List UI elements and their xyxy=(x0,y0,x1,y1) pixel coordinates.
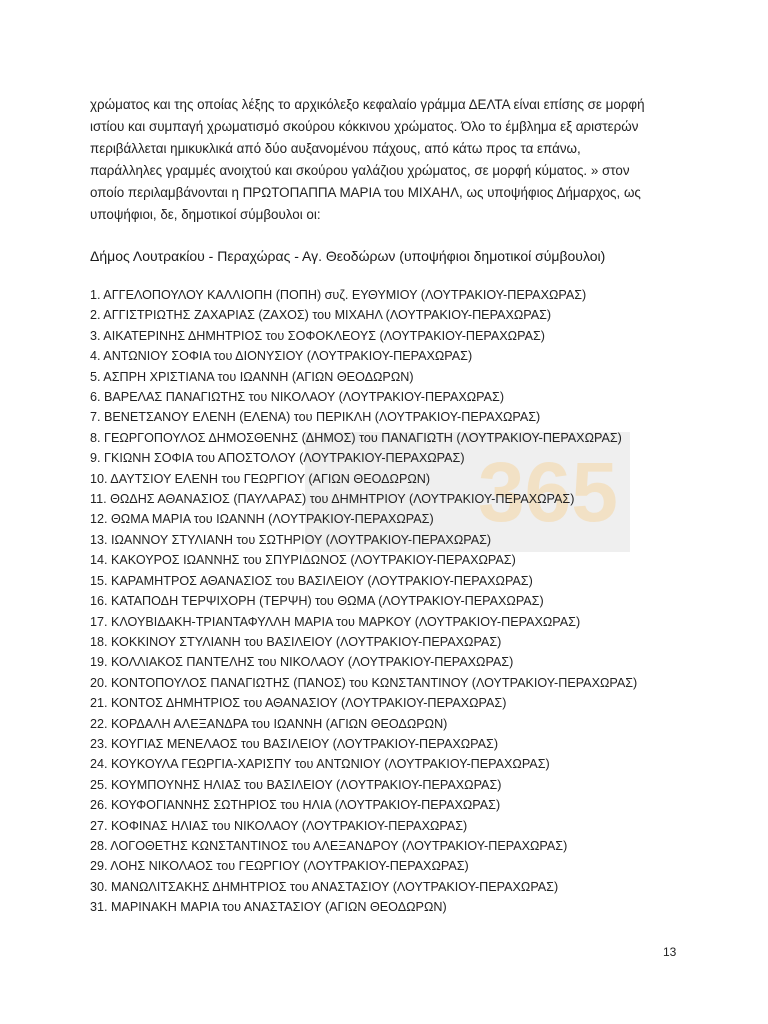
page-number: 13 xyxy=(663,945,677,959)
list-item: 24. ΚΟΥΚΟΥΛΑ ΓΕΩΡΓΙΑ-ΧΑΡΙΣΠΥ του ΑΝΤΩΝΙΟΥ (ΛΟΥΤΡΑΚΙΟΥ-ΠΕΡΑΧΩΡΑΣ) xyxy=(90,757,550,772)
list-item: 29. ΛΟΗΣ ΝΙΚΟΛΑΟΣ του ΓΕΩΡΓΙΟΥ (ΛΟΥΤΡΑΚΙΟΥ-ΠΕΡΑΧΩΡΑΣ) xyxy=(90,859,469,874)
list-item: 19. ΚΟΛΛΙΑΚΟΣ ΠΑΝΤΕΛΗΣ του ΝΙΚΟΛΑΟΥ (ΛΟΥΤΡΑΚΙΟΥ-ΠΕΡΑΧΩΡΑΣ) xyxy=(90,655,514,670)
list-item: 25. ΚΟΥΜΠΟΥΝΗΣ ΗΛΙΑΣ του ΒΑΣΙΛΕΙΟΥ (ΛΟΥΤΡΑΚΙΟΥ-ΠΕΡΑΧΩΡΑΣ) xyxy=(90,777,502,792)
section-heading: Δήμος Λουτρακίου - Περαχώρας - Αγ. Θεοδώρων (υποψήφιοι δημοτικοί σύμβουλοι) xyxy=(90,248,606,264)
intro-line: παράλληλες γραμμές ανοιχτού και σκούρου γαλάζιου χρώματος, σε μορφή κύματος. » στον xyxy=(90,163,630,178)
list-item: 10. ΔΑΥΤΣΙΟΥ ΕΛΕΝΗ του ΓΕΩΡΓΙΟΥ (ΑΓΙΩΝ ΘΕΟΔΩΡΩΝ) xyxy=(90,471,431,486)
list-item: 17. ΚΛΟΥΒΙΔΑΚΗ-ΤΡΙΑΝΤΑΦΥΛΛΗ ΜΑΡΙΑ του ΜΑΡΚΟΥ (ΛΟΥΤΡΑΚΙΟΥ-ΠΕΡΑΧΩΡΑΣ) xyxy=(90,614,581,629)
list-item: 6. ΒΑΡΕΛΑΣ ΠΑΝΑΓΙΩΤΗΣ του ΝΙΚΟΛΑΟΥ (ΛΟΥΤΡΑΚΙΟΥ-ΠΕΡΑΧΩΡΑΣ) xyxy=(90,390,505,405)
list-item: 12. ΘΩΜΑ ΜΑΡΙΑ του ΙΩΑΝΝΗ (ΛΟΥΤΡΑΚΙΟΥ-ΠΕΡΑΧΩΡΑΣ) xyxy=(90,512,434,527)
list-item: 9. ΓΚΙΩΝΗ ΣΟΦΙΑ του ΑΠΟΣΤΟΛΟΥ (ΛΟΥΤΡΑΚΙΟΥ-ΠΕΡΑΧΩΡΑΣ) xyxy=(90,451,465,466)
list-item: 4. ΑΝΤΩΝΙΟΥ ΣΟΦΙΑ του ΔΙΟΝΥΣΙΟΥ (ΛΟΥΤΡΑΚΙΟΥ-ΠΕΡΑΧΩΡΑΣ) xyxy=(90,349,473,364)
list-item: 26. ΚΟΥΦΟΓΙΑΝΝΗΣ ΣΩΤΗΡΙΟΣ του ΗΛΙΑ (ΛΟΥΤΡΑΚΙΟΥ-ΠΕΡΑΧΩΡΑΣ) xyxy=(90,798,501,813)
watermark-text: 365 xyxy=(477,445,618,539)
list-item: 15. ΚΑΡΑΜΗΤΡΟΣ ΑΘΑΝΑΣΙΟΣ του ΒΑΣΙΛΕΙΟΥ (ΛΟΥΤΡΑΚΙΟΥ-ΠΕΡΑΧΩΡΑΣ) xyxy=(90,573,533,588)
list-item: 21. ΚΟΝΤΟΣ ΔΗΜΗΤΡΙΟΣ του ΑΘΑΝΑΣΙΟΥ (ΛΟΥΤΡΑΚΙΟΥ-ΠΕΡΑΧΩΡΑΣ) xyxy=(90,696,507,711)
list-item: 8. ΓΕΩΡΓΟΠΟΥΛΟΣ ΔΗΜΟΣΘΕΝΗΣ (ΔΗΜΟΣ) του ΠΑΝΑΓΙΩΤΗ (ΛΟΥΤΡΑΚΙΟΥ-ΠΕΡΑΧΩΡΑΣ) xyxy=(90,430,622,445)
list-item: 31. ΜΑΡΙΝΑΚΗ ΜΑΡΙΑ του ΑΝΑΣΤΑΣΙΟΥ (ΑΓΙΩΝ ΘΕΟΔΩΡΩΝ) xyxy=(90,900,447,915)
list-item: 16. ΚΑΤΑΠΟΔΗ ΤΕΡΨΙΧΟΡΗ (ΤΕΡΨΗ) του ΘΩΜΑ (ΛΟΥΤΡΑΚΙΟΥ-ΠΕΡΑΧΩΡΑΣ) xyxy=(90,594,544,609)
candidate-list xyxy=(90,285,637,918)
intro-line: οποίο περιλαμβάνονται η ΠΡΩΤΟΠΑΠΠΑ ΜΑΡΙΑ του ΜΙΧΑΗΛ, ως υποψήφιος Δήμαρχος, ως xyxy=(90,185,641,200)
list-item: 5. ΑΣΠΡΗ ΧΡΙΣΤΙΑΝΑ του ΙΩΑΝΝΗ (ΑΓΙΩΝ ΘΕΟΔΩΡΩΝ) xyxy=(90,369,414,384)
intro-paragraph xyxy=(90,94,690,226)
list-item: 7. ΒΕΝΕΤΣΑΝΟΥ ΕΛΕΝΗ (ΕΛΕΝΑ) του ΠΕΡΙΚΛΗ (ΛΟΥΤΡΑΚΙΟΥ-ΠΕΡΑΧΩΡΑΣ) xyxy=(90,410,541,425)
intro-line: χρώματος και της οποίας λέξης το αρχικόλεξο κεφαλαίο γράμμα ΔΕΛΤΑ είναι επίσης σε μορφή xyxy=(90,97,645,112)
list-item: 30. ΜΑΝΩΛΙΤΣΑΚΗΣ ΔΗΜΗΤΡΙΟΣ του ΑΝΑΣΤΑΣΙΟΥ (ΛΟΥΤΡΑΚΙΟΥ-ΠΕΡΑΧΩΡΑΣ) xyxy=(90,879,559,894)
list-item: 11. ΘΩΔΗΣ ΑΘΑΝΑΣΙΟΣ (ΠΑΥΛΑΡΑΣ) του ΔΗΜΗΤΡΙΟΥ (ΛΟΥΤΡΑΚΙΟΥ-ΠΕΡΑΧΩΡΑΣ) xyxy=(90,492,575,507)
intro-line: περιβάλλεται ημικυκλικά από δύο αυξανομένου πάχους, από κάτω προς τα επάνω, xyxy=(90,141,581,156)
list-item: 18. ΚΟΚΚΙΝΟΥ ΣΤΥΛΙΑΝΗ του ΒΑΣΙΛΕΙΟΥ (ΛΟΥΤΡΑΚΙΟΥ-ΠΕΡΑΧΩΡΑΣ) xyxy=(90,634,502,649)
list-item: 22. ΚΟΡΔΑΛΗ ΑΛΕΞΑΝΔΡΑ του ΙΩΑΝΝΗ (ΑΓΙΩΝ ΘΕΟΔΩΡΩΝ) xyxy=(90,716,448,731)
list-item: 28. ΛΟΓΟΘΕΤΗΣ ΚΩΝΣΤΑΝΤΙΝΟΣ του ΑΛΕΞΑΝΔΡΟΥ (ΛΟΥΤΡΑΚΙΟΥ-ΠΕΡΑΧΩΡΑΣ) xyxy=(90,838,568,853)
list-item: 27. ΚΟΦΙΝΑΣ ΗΛΙΑΣ του ΝΙΚΟΛΑΟΥ (ΛΟΥΤΡΑΚΙΟΥ-ΠΕΡΑΧΩΡΑΣ) xyxy=(90,818,468,833)
list-item: 20. ΚΟΝΤΟΠΟΥΛΟΣ ΠΑΝΑΓΙΩΤΗΣ (ΠΑΝΟΣ) του ΚΩΝΣΤΑΝΤΙΝΟΥ (ΛΟΥΤΡΑΚΙΟΥ-ΠΕΡΑΧΩΡΑΣ) xyxy=(90,675,638,690)
list-item: 1. ΑΓΓΕΛΟΠΟΥΛΟΥ ΚΑΛΛΙΟΠΗ (ΠΟΠΗ) συζ. ΕΥΘΥΜΙΟΥ (ΛΟΥΤΡΑΚΙΟΥ-ΠΕΡΑΧΩΡΑΣ) xyxy=(90,288,587,302)
intro-line: υποψήφιοι, δε, δημοτικοί σύμβουλοι οι: xyxy=(90,207,321,222)
list-item: 23. ΚΟΥΓΙΑΣ ΜΕΝΕΛΑΟΣ του ΒΑΣΙΛΕΙΟΥ (ΛΟΥΤΡΑΚΙΟΥ-ΠΕΡΑΧΩΡΑΣ) xyxy=(90,736,499,751)
intro-line: ιστίου και συμπαγή χρωματισμό σκούρου κόκκινου χρώματος. Όλο το έμβλημα εξ αριστερών xyxy=(90,119,639,134)
list-item: 13. ΙΩΑΝΝΟΥ ΣΤΥΛΙΑΝΗ του ΣΩΤΗΡΙΟΥ (ΛΟΥΤΡΑΚΙΟΥ-ΠΕΡΑΧΩΡΑΣ) xyxy=(90,532,492,547)
list-item: 14. ΚΑΚΟΥΡΟΣ ΙΩΑΝΝΗΣ του ΣΠΥΡΙΔΩΝΟΣ (ΛΟΥΤΡΑΚΙΟΥ-ΠΕΡΑΧΩΡΑΣ) xyxy=(90,553,516,568)
list-item: 3. ΑΙΚΑΤΕΡΙΝΗΣ ΔΗΜΗΤΡΙΟΣ του ΣΟΦΟΚΛΕΟΥΣ (ΛΟΥΤΡΑΚΙΟΥ-ΠΕΡΑΧΩΡΑΣ) xyxy=(90,328,545,343)
list-item: 2. ΑΓΓΙΣΤΡΙΩΤΗΣ ΖΑΧΑΡΙΑΣ (ΖΑΧΟΣ) του ΜΙΧΑΗΛ (ΛΟΥΤΡΑΚΙΟΥ-ΠΕΡΑΧΩΡΑΣ) xyxy=(90,308,552,323)
